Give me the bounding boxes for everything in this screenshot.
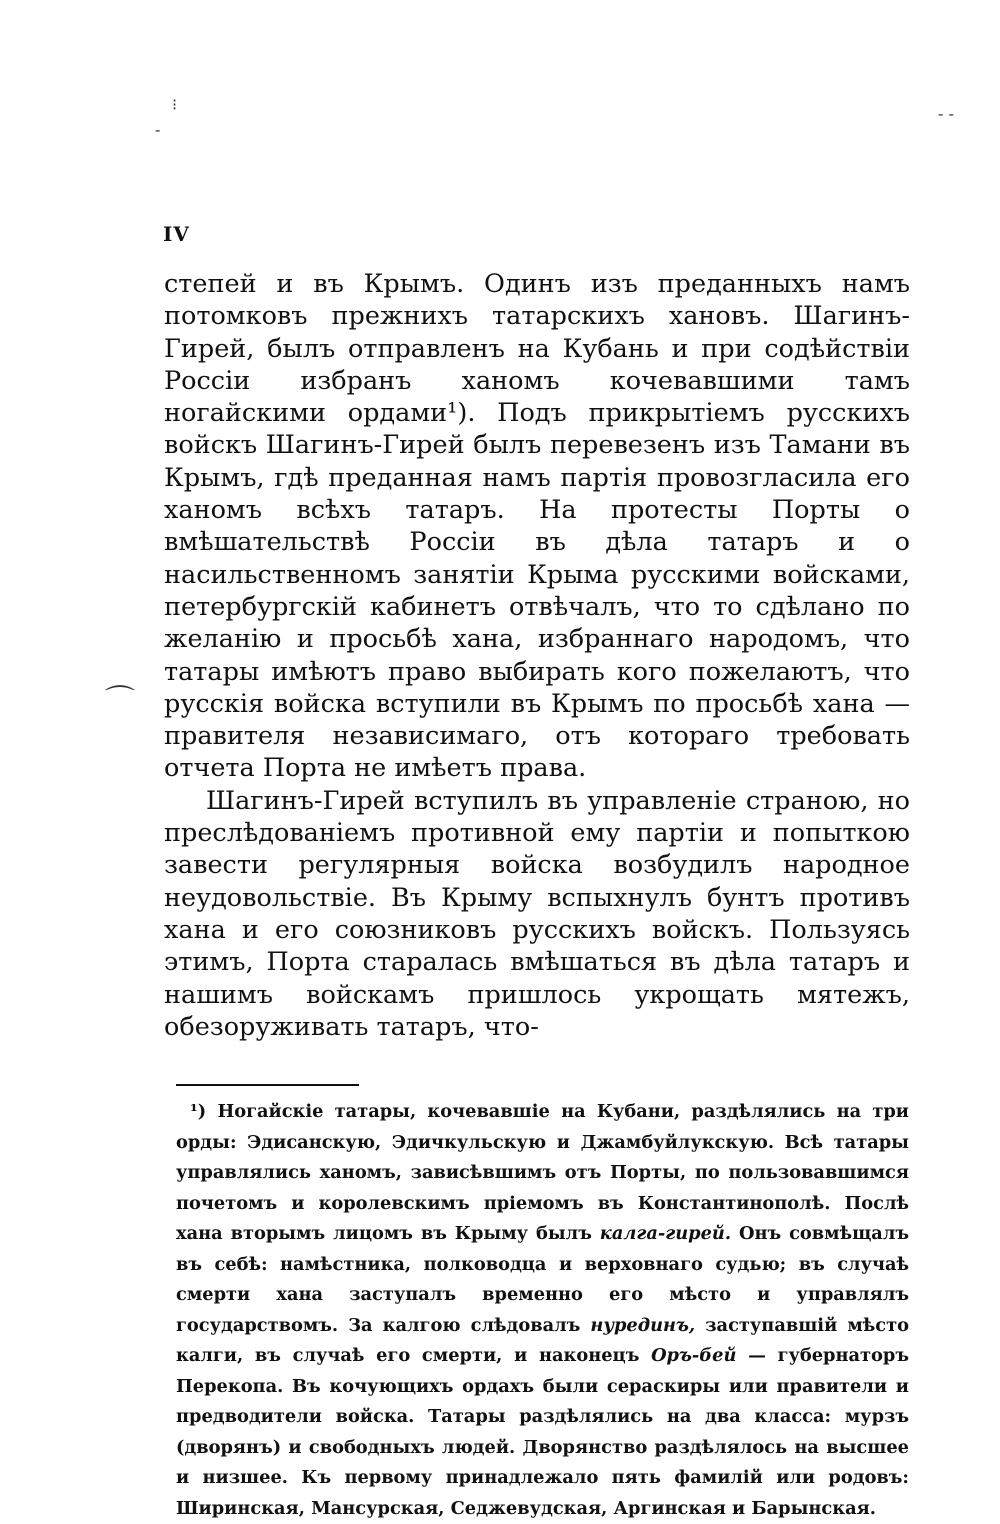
- margin-mark: ⌒: [105, 684, 135, 719]
- footnote-text: заступавшій мѣсто калги, въ случаѣ его смерти, и наконецъ: [176, 1314, 910, 1366]
- margin-mark: - -: [938, 104, 954, 123]
- footnote-text: Ногайскіе татары, кочевавшіе на Кубани, раздѣлялись на три орды: Эдисанскую, Эдичкульскую и Джамбуйлукскую. Всѣ татары управлялись ханомъ, зависѣвшимъ отъ Порты, по пользовавшимся почетомъ и королевскимъ пріемомъ въ Константинополѣ. Послѣ хана вторымъ лицомъ въ Крыму былъ: [176, 1101, 909, 1244]
- page-number: IV: [163, 222, 190, 246]
- footnote-term: нурединъ,: [590, 1314, 696, 1336]
- footnote-marker: ¹): [190, 1101, 207, 1122]
- footnote-term: калга-гирей.: [599, 1223, 732, 1244]
- footnote: [176, 1097, 909, 1524]
- main-text: [164, 268, 910, 1043]
- body-paragraph: Шагинъ-Гирей вступилъ въ управленіе страною, но преслѣдованіемъ противной ему партіи и попыткою завести регулярныя войска возбудилъ народное неудовольствіе. Въ Крыму вспыхнулъ бунтъ противъ хана и его союзниковъ русскихъ войскъ. Пользуясь этимъ, Порта старалась вмѣшаться въ дѣла татаръ и нашимъ войскамъ пришлось укрощать мятежъ, обезоруживать татаръ, что-: [164, 785, 910, 1042]
- margin-mark: ⁝: [172, 95, 178, 114]
- footnote-text: — губернаторъ Перекопа. Въ кочующихъ ордахъ были сераскиры или правители и предводители войска. Татары раздѣлялись на два класса: мурзъ (дворянъ) и свободныхъ людей. Дворянство раздѣлялось на высшее и низшее. Къ первому принадлежало пять фамилій или родовъ: Ширинская, Мансурская, Седжевудская, Аргинская и Барынская.: [176, 1345, 909, 1519]
- footnote-text: Онъ совмѣщалъ въ себѣ: намѣстника, полководца и верховнаго судью; въ случаѣ смерти хана заступалъ временно его мѣсто и управлялъ государствомъ. За калгою слѣдовалъ: [176, 1223, 910, 1336]
- margin-mark: ‐: [155, 120, 161, 139]
- body-paragraph: степей и въ Крымъ. Одинъ изъ преданныхъ намъ потомковъ прежнихъ татарскихъ хановъ. Шагинъ-Гирей, былъ отправленъ на Кубань и при содѣйствіи Россіи избранъ ханомъ кочевавшими тамъ ногайскими ордами¹). Подъ прикрытіемъ русскихъ войскъ Шагинъ-Гирей былъ перевезенъ изъ Тамани въ Крымъ, гдѣ преданная намъ партія провозгласила его ханомъ всѣхъ татаръ. На протесты Порты о вмѣшательствѣ Россіи въ дѣла татаръ и о насильственномъ занятіи Крыма русскими войсками, петербургскій кабинетъ отвѣчалъ, что то сдѣлано по желанію и просьбѣ хана, избраннаго народомъ, что татары имѣютъ право выбирать кого пожелаютъ, что русскія войска вступили въ Крымъ по просьбѣ хана — правителя независимаго, отъ котораго требовать отчета Порта не имѣетъ права.: [164, 269, 910, 784]
- footnote-divider: [176, 1084, 359, 1086]
- footnote-term: Оръ-бей: [651, 1345, 737, 1366]
